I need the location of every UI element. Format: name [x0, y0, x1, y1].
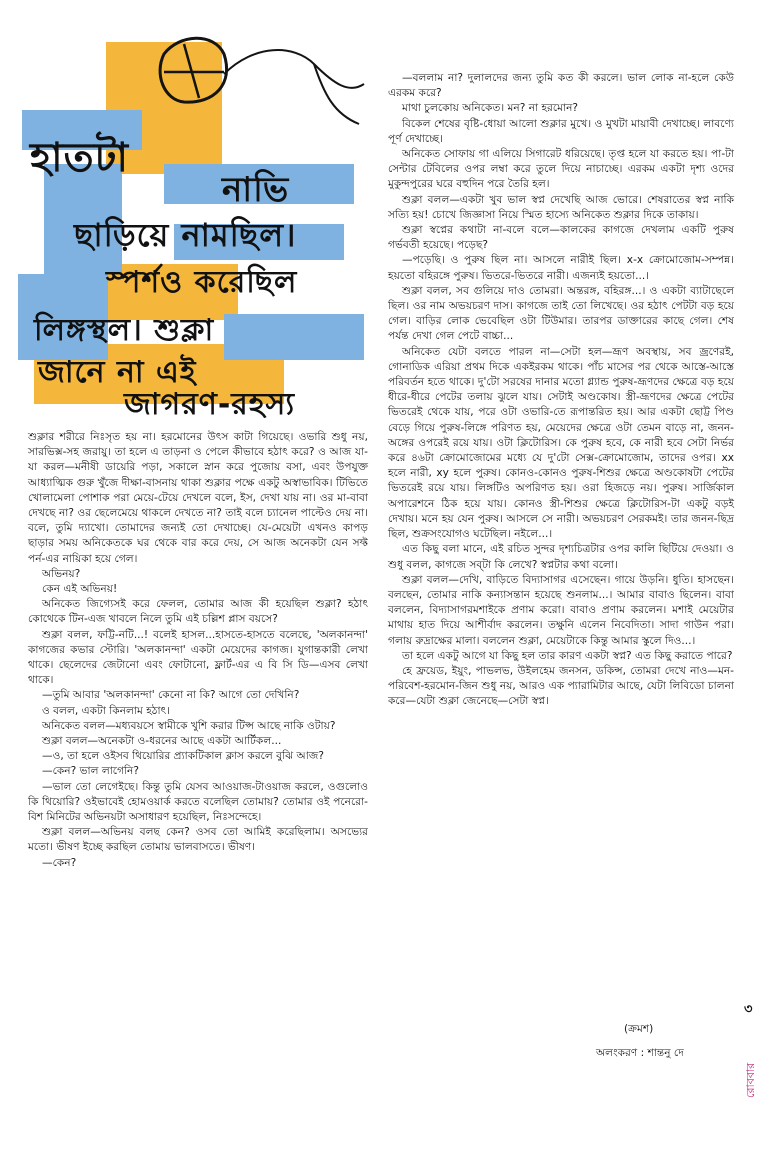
paragraph: অনিকেত জিগ্যেসই করে ফেলল, তোমার আজ কী হয়েছিল শুক্লা? হঠাৎ কোথেকে টিন-এজ খাবলে নিলে তুমি এই চল্লিশ প্লাস বয়সে? [28, 598, 368, 626]
paragraph: বিকেল শেষের বৃষ্টি-ধোয়া আলো শুক্লার মুখে। ও মুখটা মায়াবী দেখাচ্ছে। লাবণ্যে পূর্ণ দেখাচ্ছে। [388, 117, 734, 145]
left-text-column [28, 430, 368, 871]
paragraph: —ও, তা হলে ওইসব থিয়োরির প্র্যাকটিকাল ক্লাস করলে বুঝি আজ? [42, 750, 324, 763]
paragraph: শুক্লা বলল—একটা খুব ভাল স্বপ্ন দেখেছি আজ ভোরে। শেষরাতের স্বপ্ন নাকি সত্যি হয়! চোখে জিজ্ঞাসা নিয়ে স্মিত হাস্যে অনিকেত শুক্লার দিকে তাকায়। [388, 193, 734, 221]
paragraph: কেন এই অভিনয়! [42, 583, 118, 596]
paragraph: —ভাল তো লেগেইছে। কিন্তু তুমি যেসব আওয়াজ-টাওয়াজ করলে, ওগুলোও কি থিয়োরি? ওইভাবেই হোমওয়ার্ক করতে বলেছিল তোমায়? তোমার ওই পনেরো-বিশ মিনিটের অভিনয়টা অসাধারণ হয়েছিল, নিঃসন্দেহে। [28, 780, 368, 824]
paragraph: শুক্লা বলল, ফট্টি-নটি...! বলেই হাসল...হাসতে-হাসতে বলেছে, 'অলকানন্দা' কাগজের কভার স্টোরি। 'অলকানন্দা' একটা মেয়েদের কাগজ। যুগান্তকারী লেখা থাকে। ছেলেদের জেটানো এবং ফোটানো, ফ্লার্ট-এর এ বি সি ডি—এসব লেখা থাকে। [28, 628, 368, 687]
paragraph: অনিকেত যেটা বলতে পারল না—সেটা হল—ভ্রূণ অবস্থায়, সব জ্রণেরই, গোনাডিক এরিয়া প্রথম দিকে একইরকম থাকে। পাঁচ মাসের পর থেকে আস্তে-আস্তে পরিবর্তন হতে থাকে। দু'টো সরষের দানার মতো গ্ল্যান্ড পুরুষ-ভ্রূণদের ক্ষেত্রে বড় হয়ে ধীরে-ধীরে পেটের তলায় ঝুলে যায়। সেটাই অণ্ডকোষ। স্ত্রী-ভ্রূণদের ক্ষেত্রে পেটের ভিতরেই থেকে যায়, পরে ওটা ওভারি-তে রূপান্তরিত হয়। আর একটা ছোট্ট পিণ্ড বেড়ে গিয়ে পুরুষ-লিঙ্গে পরিণত হয়, মেয়েদের ক্ষেত্রে ওটা তেমন বাড়ে না, জনন-অঙ্গের ওপরেই রয়ে যায়। ওটা ক্লিটোরিস। কে পুরুষ হবে, কে নারী হবে সেটা নির্ভর করে ৪৬টা ক্রোমোজোমের মধ্যে যে দু'টো সেক্স-ক্রোমোজোম, তাদের ওপর। xx হলে নারী, xy হলে পুরুষ। কোনও-কোনও পুরুষ-শিশুর ক্ষেত্রে অণ্ডকোষটা পেটের ভিতরেই রয়ে যায়। লিঙ্গটিও অপরিণত হয়। ওরা হিজড়ে নয়। পুরুষ। সার্জিকাল অপারেশনে ঠিক হয়ে যায়। কোনও স্ত্রী-শিশুর ক্ষেত্রে ক্লিটোরিস-টা একটু বড়ই দেখায়। মনে হয় যেন পুরুষ। আসলে সে নারী। অভয়চরণ সেরকমই। তার জনন-ছিদ্র ছিল, শুক্রসংযোগও ঘটেছিল। নইলে...। [388, 345, 734, 541]
paragraph: —কেন? [42, 856, 77, 869]
paragraph: তা হলে একটু আগে যা কিছু হল তার কারণ একটা স্বপ্ন? এত কিছু করাতে পারে? [402, 649, 733, 662]
illustration-credit: অলংকরণ : শান্তনু দে [596, 1047, 684, 1059]
artwork-title-words [14, 14, 368, 424]
artwork-word-2: নাভি [222, 170, 290, 210]
to-be-continued-note: (ক্রমশ) [624, 1023, 654, 1035]
paragraph: শুক্লা বলল—দেখি, বাড়িতে বিদ্যাসাগর এসেছেন। গায়ে উড়নি। ধুতি। হাসছেন। বলছেন, তোমার নাকি কন্যাসন্তান হয়েছে শুনলাম...। আমার বাবাও ছিলেন। বাবা বললেন, বিদ্যাসাগরমশাইকে প্রণাম করো। বাবাও প্রণাম করলেন। মশাই মেয়েটার মাথায় হাত দিয়ে আশীর্বাদ করলেন। তক্ষুনি এলেন নিবেদিতা। সাদা গাউন পরা। গলায় রুদ্রাক্ষের মালা। বললেন শুক্লা, মেয়েটাকে কিন্তু আমার স্কুলে দিও...। [388, 573, 734, 647]
artwork-word-1: হাতটা [30, 135, 130, 181]
paragraph: শুক্লা স্বপ্নের কথাটা না-বলে বলে—কালকের কাগজে দেখলাম একটি পুরুষ গর্ভবতী হয়েছে। পড়েছ? [388, 224, 734, 252]
paragraph: শুক্লা বলল—অভিনয় বলছ কেন? ওসব তো আমিই করেছিলাম। অসভ্যের মতো। ভীষণ ইচ্ছে করছিল তোমায় ভালবাসতে। ভীষণ। [28, 826, 368, 854]
paragraph: এত কিছু বলা মানে, এই রচিত সুন্দর দৃশ্যচিত্রটার ওপর কালি ছিটিয়ে দেওয়া। ও শুধু বলল, কাগজে সব্টা কি লেখে? স্বপ্নটার কথা বলো। [388, 543, 734, 571]
artwork-word-4: স্পর্শও করেছিল [106, 265, 298, 300]
paragraph: ও বলল, একটা কিনলাম হঠাৎ। [42, 704, 170, 717]
artwork-word-6: জানে না এই [38, 355, 197, 390]
paragraph: হে ফ্রয়েড, ইয়ুং, পাভলভ, উইলহেম জনসন, ডকিন্স, তোমরা দেখে নাও—মন-পরিবেশ-হরমোন-জিন শুধু নয়, আরও এক প্যারামিটার আছে, যেটা লিবিডো চালনা করে—যেটা শুক্লা জেনেছে—সেটা স্বপ্ন। [388, 664, 734, 708]
paragraph: শুক্লা বলল—অনেকটা ও-ধরনের আছে একটা আর্টিকল... [42, 735, 282, 748]
artwork-word-3: ছাড়িয়ে নামছিল। [74, 216, 297, 254]
artwork-word-5: লিঙ্গস্থল। শুক্লা [34, 313, 215, 348]
right-text-column [388, 71, 734, 710]
paragraph: —পড়েছি। ও পুরুষ ছিল না। আসলে নারীই ছিল। x-x ক্রোমোজোম-সম্পন্ন। হয়তো বহিরঙ্গে পুরুষ। ভিতরে-ভিতরে নারী। এজন্যই হয়তো...। [388, 254, 734, 282]
magazine-name: রোববার [744, 1062, 757, 1098]
paragraph: —বললাম না? দুলালদের জন্য তুমি কত কী করলে। ভাল লোক না-হলে কেউ এরকম করে? [388, 72, 734, 100]
paragraph: অনিকেত বলল—মধ্যবয়সে স্বামীকে খুশি করার টিপ্স আছে নাকি ওটায়? [42, 719, 336, 732]
paragraph: —কেন? ভাল লাগেনি? [42, 765, 139, 778]
illustration-artwork [14, 14, 368, 424]
paragraph: শুক্লা বলল, সব গুলিয়ে দাও তোমরা। অন্তরঙ্গ, বহিরঙ্গ...। ও একটা ব্যাটাছেলে ছিল। ওর নাম অভয়চরণ দাস। কাগজে তাই তো লিখেছে। ওর হঠাৎ পেটটা বড় হয়ে গেল। বাড়ির লোক ভেবেছিল ওটা টিউমার। তারপর ডাক্তারের কাছে গেল। শেষ পর্যন্ত দেখা গেল পেটে বাচ্চা... [388, 284, 734, 343]
paragraph: অভিনয়? [42, 567, 81, 580]
paragraph: —তুমি আবার 'অলকানন্দা' কেনো না কি? আগে তো দেখিনি? [42, 689, 300, 702]
paragraph: অনিকেত সোফায় গা এলিয়ে সিগারেট ধরিয়েছে। তৃপ্ত হলে যা করতে হয়। পা-টা সেন্টার টেবিলের ওপর লম্বা করে তুলে দিয়ে নাচাচ্ছে। এরকম একটা দৃশ্য ওদের মুকুন্দপুরের ঘরে বহুদিন পরে তৈরি হল। [388, 148, 734, 191]
paragraph: মাথা চুলকোয় অনিকেত। মন? না হরমোন? [402, 102, 579, 115]
page-number: ৩ [744, 1002, 753, 1017]
paragraph: শুক্লার শরীরে নিঃসৃত হয় না। হরমোনের উৎস কাটা গিয়েছে। ওভারি শুধু নয়, সারভিক্স-সহ জরায়ু। তা হলে এ তাড়না ও পেলে কীভাবে হঠাৎ করে? ও আজ যা-যা করল—মনীষী ডায়েরি পড়া, সকালে স্নান করে পুজোয় বসা, এবং উপযুক্ত আধ্যাত্মিক গুরু খুঁজে দীক্ষা-বাসনায় থাকা শুক্লার পক্ষে একটু অস্বাভাবিক। টিভিতে খোলামেলা পোশাক পরা মেয়ে-টেয়ে দেখলে বলে, ইস, দেখা যায় না। ওর মা-বাবা দেখছে না? ওর ছেলেমেয়ে থাকলে দেখতে না? তাই বলে চ্যানেল পাল্টেও দেয় না। বলে, তুমি দ্যাখো। তোমাদের জন্যই তো দেখাচ্ছে। যে-মেয়েটা এখনও কাপড় ছাড়ার সময় অনিকেতকে ঘর থেকে বার করে দেয়, সে আজ অনেকটা যেন সফ্ট পর্ন-এর নায়িকা হয়ে গেল। [28, 431, 368, 565]
artwork-word-7: জাগরণ-রহস্য [124, 387, 296, 422]
